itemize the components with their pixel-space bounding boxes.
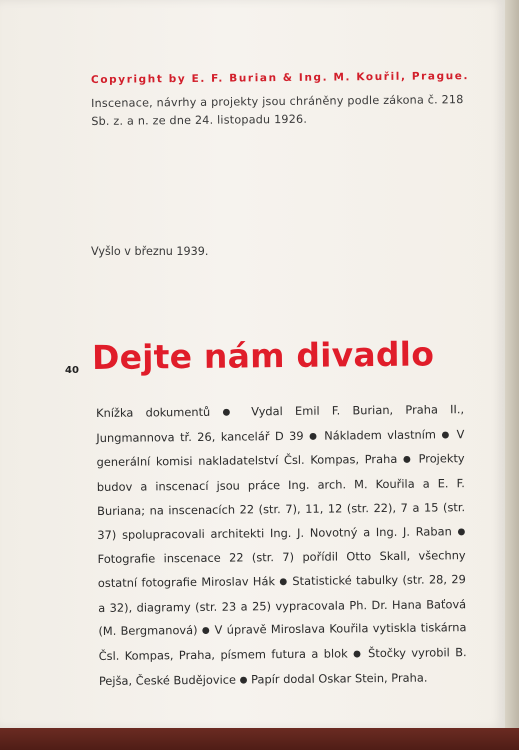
colophon-item: V generální komisi nakladatelství Čsl. Kompas, Praha xyxy=(96,426,465,470)
separator-bullet-icon: ● xyxy=(222,407,239,418)
colophon-item: Projekty budov a inscenací jsou práce Ing. arch. M. Kouřila a E. F. Buriana; na inscenacích 22 (str. 7), 11, 12 (str. 22), 7 a 15 (str. 37) spolupracovali architekti Ing. J. Novotný a Ing. J. Raban xyxy=(96,451,466,542)
colophon-item: Statistické tabulky (str. 28, 29 a 32), diagramy (str. 23 a 25) vypracovala Ph. Dr. Hana Baťová (M. Bergmanová) xyxy=(98,572,467,639)
separator-bullet-icon: ● xyxy=(239,675,248,686)
separator-bullet-icon: ● xyxy=(353,649,363,660)
colophon-text xyxy=(96,398,467,694)
colophon-item: Nákladem vlastním xyxy=(324,427,437,443)
colophon-item: V úpravě Miroslava Kouřila vytiskla tiskárna Čsl. Kompas, Praha, písmem futura a blok xyxy=(98,620,467,664)
colophon-item: Štočky vyrobil B. Pejša, České Budějovice xyxy=(98,645,467,688)
separator-bullet-icon: ● xyxy=(309,431,319,442)
colophon-item: Knížka dokumentů xyxy=(96,404,211,420)
colophon-item: Papír dodal Oskar Stein, Praha. xyxy=(251,670,428,687)
background-surface xyxy=(0,728,519,750)
colophon-item: Fotografie inscenace 22 (str. 7) pořídil Otto Skall, všechny ostatní fotografie Miroslav Hák xyxy=(97,548,466,590)
separator-bullet-icon: ● xyxy=(201,626,211,637)
publication-date: Vyšlo v březnu 1939. xyxy=(91,245,209,258)
book-title: Dejte nám divadlo xyxy=(91,334,435,377)
separator-bullet-icon: ● xyxy=(457,526,466,537)
page-edge xyxy=(505,0,519,750)
separator-bullet-icon: ● xyxy=(279,576,289,588)
rights-notice: Inscenace, návrhy a projekty jsou chráněny podle zákona č. 218 Sb. z. a n. ze dne 24. listopadu 1926. xyxy=(91,93,464,128)
separator-bullet-icon: ● xyxy=(441,429,452,441)
colophon-item: Vydal Emil F. Burian, Praha II., Jungmannova tř. 26, kancelář D 39 xyxy=(96,402,465,445)
separator-bullet-icon: ● xyxy=(402,455,413,466)
page-number: 40 xyxy=(65,365,79,376)
copyright-line: Copyright by E. F. Burian & Ing. M. Kouřil, Prague. xyxy=(90,70,470,86)
